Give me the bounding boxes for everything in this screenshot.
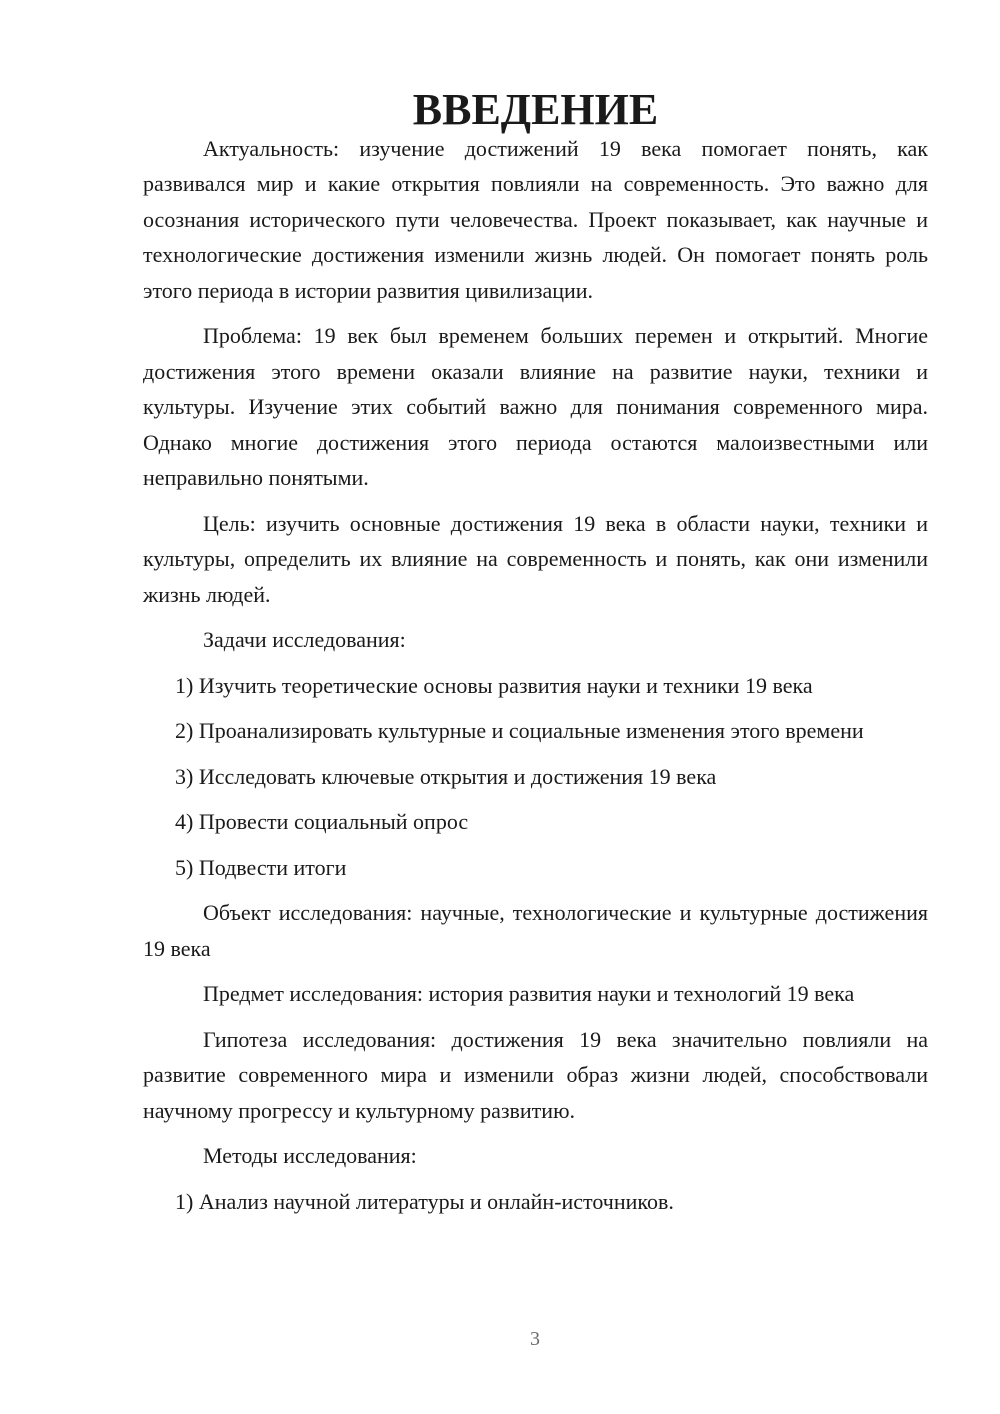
paragraph-problem: Проблема: 19 век был временем больших перемен и открытий. Многие достижения этого времени оказали влияние на развитие науки, техники и культуры. Изучение этих событий важно для понимания современного мира. Однако многие достижения этого периода остаются малоизвестными или неправильно понятыми.: [143, 323, 928, 490]
paragraph-object: Объект исследования: научные, технологические и культурные достижения 19 века: [143, 900, 928, 961]
paragraph-relevance: Актуальность: изучение достижений 19 века помогает понять, как развивался мир и какие открытия повлияли на современность. Это важно для осознания исторического пути человечества. Проект показывает, как научные и технологические достижения изменили жизнь людей. Он помогает понять роль этого периода в истории развития цивилизации.: [143, 135, 928, 303]
task-item-4: 4) Провести социальный опрос: [175, 809, 469, 834]
document-page: [143, 85, 928, 1229]
page-title: ВВЕДЕНИЕ: [412, 85, 659, 134]
task-item-5: 5) Подвести итоги: [175, 854, 347, 880]
methods-heading: Методы исследования:: [203, 1143, 417, 1168]
task-item-1: 1) Изучить теоретические основы развития науки и техники 19 века: [175, 672, 813, 698]
paragraph-goal: Цель: изучить основные достижения 19 века в области науки, техники и культуры, определить их влияние на современность и понять, как они изменили жизнь людей.: [143, 510, 928, 607]
paragraph-subject: Предмет исследования: история развития науки и технологий 19 века: [203, 981, 855, 1006]
task-item-3: 3) Исследовать ключевые открытия и достижения 19 века: [175, 763, 717, 789]
tasks-heading: Задачи исследования:: [203, 627, 406, 652]
paragraph-hypothesis: Гипотеза исследования: достижения 19 века значительно повлияли на развитие современного мира и изменили образ жизни людей, способствовали научному прогрессу и культурному развитию.: [143, 1026, 928, 1123]
task-item-2: 2) Проанализировать культурные и социальные изменения этого времени: [175, 718, 864, 743]
page-number: 3: [530, 1328, 540, 1350]
method-item-1: 1) Анализ научной литературы и онлайн-источников.: [175, 1188, 674, 1214]
